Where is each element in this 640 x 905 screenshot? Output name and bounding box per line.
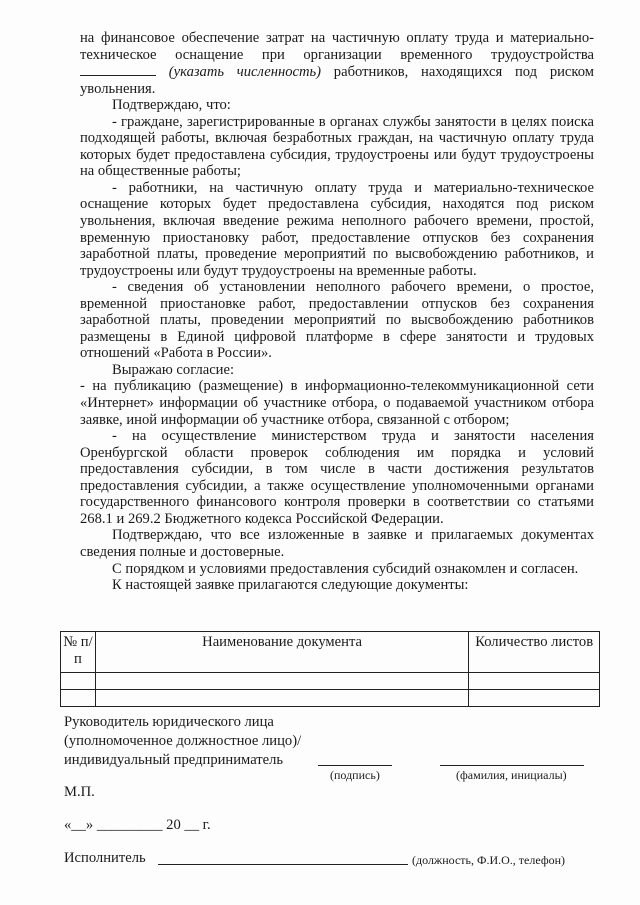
table-cell[interactable]: [61, 690, 96, 707]
name-caption: (фамилия, инициалы): [456, 768, 567, 782]
consent-item: - на публикацию (размещение) в информационно-телекоммуникационной сети «Интернет» информации об участнике отбора, о подаваемой участником отбора заявке, иной информации об участнике отбора, связанной с отбором;: [80, 378, 594, 428]
stamp-label: М.П.: [64, 784, 95, 800]
table-row[interactable]: [61, 690, 600, 707]
table-cell[interactable]: [95, 690, 468, 707]
confirm-full: Подтверждаю, что все изложенные в заявке и прилагаемых документах сведения полные и достоверные.: [80, 527, 594, 560]
signature-line[interactable]: [318, 765, 392, 766]
signature-caption: (подпись): [330, 768, 380, 782]
signatory-line: Руководитель юридического лица: [64, 714, 274, 730]
confirm-item: - граждане, зарегистрированные в органах службы занятости в целях поиска подходящей работы, включая безработных граждан, на частичную оплату труда которых будет предоставлена субсидия, трудоустроены или будут трудоустроены на общественные работы;: [80, 113, 594, 180]
documents-table: [60, 631, 600, 707]
executor-line[interactable]: [158, 864, 408, 865]
confirm-item: - сведения об установлении неполного рабочего времени, о простое, временной приостановке работ, предоставлении отпусков без сохранения заработной платы, проведении мероприятий по высвобождению работников размещены в Единой цифровой платформе в сфере занятости и трудовых отношений «Работа в России».: [80, 279, 594, 362]
headcount-hint: (указать численность): [168, 64, 322, 81]
table-cell[interactable]: [95, 673, 468, 690]
table-cell[interactable]: [469, 673, 600, 690]
executor-caption: (должность, Ф.И.О., телефон): [412, 853, 566, 867]
signatory-line: индивидуальный предприниматель: [64, 752, 284, 768]
consent-item: - на осуществление министерством труда и занятости населения Оренбургской области проверок соблюдения им порядка и условий предоставления субсидии, в том числе в части достижения результатов предоставления субсидии, а также осуществление уполномоченными органами государственного финансового контроля проверки в соответствии со статьями 268.1 и 269.2 Бюджетного кодекса Российской Федерации.: [80, 428, 594, 527]
col-number-header: № п/п: [61, 632, 96, 673]
financing-text: на финансовое обеспечение затрат на частичную оплату труда и материально-техническое оснащение при организации временного трудоустройства: [80, 30, 594, 63]
table-cell[interactable]: [469, 690, 600, 707]
date-line[interactable]: «__» _________ 20 __ г.: [64, 817, 211, 833]
headcount-blank[interactable]: [80, 63, 156, 76]
col-sheet-count-header: Количество листов: [469, 632, 600, 673]
consent-heading: Выражаю согласие:: [112, 361, 235, 378]
application-body: [80, 30, 594, 594]
executor-label: Исполнитель: [64, 850, 146, 866]
table-header-row: [61, 632, 600, 673]
rules-ack: С порядком и условиями предоставления субсидий ознакомлен и согласен.: [112, 560, 579, 577]
col-document-name-header: Наименование документа: [95, 632, 468, 673]
name-line[interactable]: [440, 765, 584, 766]
table-cell[interactable]: [61, 673, 96, 690]
confirm-item: - работники, на частичную оплату труда и материально-техническое оснащение которых будет предоставлена субсидия, находятся под риском увольнения, включая введение режима неполного рабочего времени, простой, временную приостановку работ, предоставление отпусков без сохранения заработной платы, проведение мероприятий по высвобождению работников, и трудоустроены или будут трудоустроены на временные работы.: [80, 179, 594, 279]
confirm-heading: Подтверждаю, что:: [112, 97, 231, 114]
table-row[interactable]: [61, 673, 600, 690]
signatory-line: (уполномоченное должностное лицо)/: [64, 733, 302, 749]
signatory-block: [64, 713, 301, 770]
financing-paragraph: [80, 30, 594, 97]
attachments-intro: К настоящей заявке прилагаются следующие документы:: [112, 577, 469, 594]
financing-tail: работников, находящихся под риском увольнения.: [80, 64, 595, 97]
